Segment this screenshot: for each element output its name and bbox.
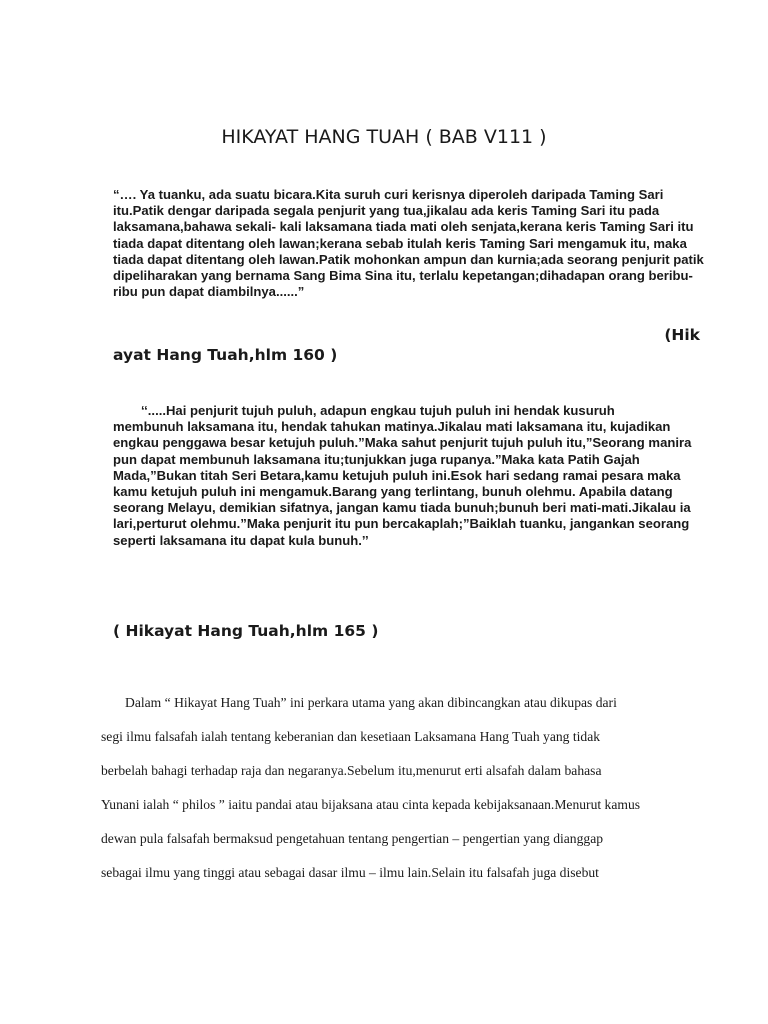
citation-1-part-1: (Hik (664, 326, 700, 344)
quote-2-continuation: membunuh laksamana itu, hendak tahukan matinya.Jikalau mati laksamana itu, kujadikan engkau penggawa besar ketujuh puluh.”Maka sahut penjurit tujuh puluh itu,”Seorang manira pun dapat membunuh laksamana itu;tunjukkan juga rupanya.”Maka kata Patih Gajah Mada,”Bukan titah Seri Betara,kamu ketujuh puluh ini.Esok hari sedang ramai pesara maka kamu ketujuh puluh ini mengamuk.Barang yang terlintang, bunuh olehmu. Apabila datang seorang Melayu, demikian sifatnya, jangan kamu tiada bunuh;bunuh beri mati-mati.Jikalau ia lari,perturut olehmu.”Maka penjurit itu pun bercakaplah;”Baiklah tuanku, jangankan seorang seperti laksamana itu dapat kula bunuh.’’ (113, 419, 692, 548)
quote-block-1: “…. Ya tuanku, ada suatu bicara.Kita suruh curi kerisnya diperoleh daripada Taming Sari itu.Patik dengar daripada segala penjurit yang tua,jikalau ada keris Taming Sari itu pada laksamana,bahawa sekali- kali laksamana tiada mati oleh senjata,kerana keris Taming Sari itu tiada dapat ditentang oleh lawan;kerana sebab itulah keris Taming Sari mengamuk itu, maka tiada dapat ditentang oleh lawan.Patik mohonkan ampun dan kurnia;ada seorang penjurit patik dipeliharakan yang bernama Sang Bima Sina itu, terlalu kepetangan;dihadapan orang beribu-ribu pun dapat diambilnya......” (113, 187, 704, 300)
body-paragraph (101, 690, 711, 894)
document-title: HIKAYAT HANG TUAH ( BAB V111 ) (221, 126, 547, 148)
body-line: dewan pula falsafah bermaksud pengetahuan tentang pengertian – pengertian yang dianggap (101, 831, 604, 846)
body-line: Yunani ialah “ philos ” iaitu pandai atau bijaksana atau cinta kepada kebijaksanaan.Menurut kamus (101, 797, 641, 812)
body-line: Dalam “ Hikayat Hang Tuah” ini perkara utama yang akan dibincangkan atau dikupas dari (125, 695, 617, 710)
quote-block-2 (113, 403, 713, 549)
body-line: berbelah bahagi terhadap raja dan negaranya.Sebelum itu,menurut erti alsafah dalam bahasa (101, 763, 602, 778)
quote-2-first-line: ‘‘.....Hai penjurit tujuh puluh, adapun engkau tujuh puluh ini hendak kusuruh (141, 403, 615, 418)
body-line: segi ilmu falsafah ialah tentang keberanian dan kesetiaan Laksamana Hang Tuah yang tidak (101, 729, 601, 744)
body-line: sebagai ilmu yang tinggi atau sebagai dasar ilmu – ilmu lain.Selain itu falsafah juga disebut (101, 865, 599, 880)
citation-2: ( Hikayat Hang Tuah,hlm 165 ) (113, 622, 379, 640)
citation-1-part-2: ayat Hang Tuah,hlm 160 ) (113, 346, 338, 364)
